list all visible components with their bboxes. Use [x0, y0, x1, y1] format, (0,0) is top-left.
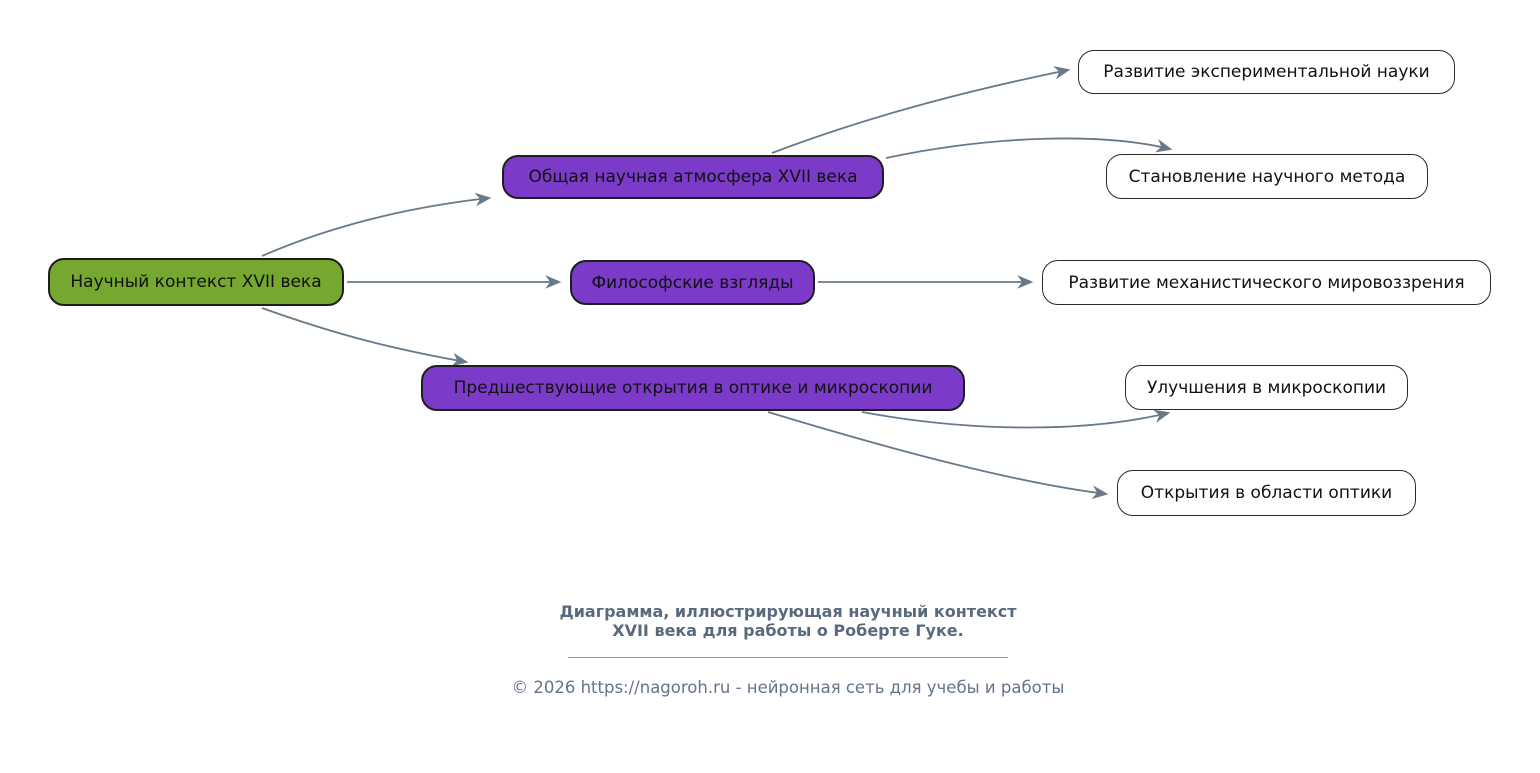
node-branch-atmosphere [502, 155, 884, 199]
node-branch-philosophy [570, 260, 815, 305]
node-label: Улучшения в микроскопии [1146, 377, 1387, 398]
caption-line-2: XVII века для работы о Роберте Гуке. [612, 621, 964, 640]
node-root-scientific-context [48, 258, 344, 306]
edge-discoveries-to-microscopy [862, 412, 1168, 428]
node-label: Философские взгляды [591, 272, 794, 293]
node-label: Развитие механистического мировоззрения [1068, 272, 1465, 293]
edge-root-to-atmosphere [262, 198, 489, 256]
node-label: Научный контекст XVII века [70, 272, 322, 292]
node-label: Становление научного метода [1128, 166, 1406, 187]
node-leaf-microscopy-improvements [1125, 365, 1408, 410]
node-leaf-optics-discoveries [1117, 470, 1416, 516]
edge-discoveries-to-optics [768, 412, 1106, 494]
node-label: Общая научная атмосфера XVII века [528, 167, 858, 187]
caption-line-1: Диаграмма, иллюстрирующая научный контекст [559, 602, 1017, 621]
node-leaf-mechanistic-worldview [1042, 260, 1491, 305]
node-label: Предшествующие открытия в оптике и микроскопии [453, 378, 933, 398]
footer-credit: © 2026 https://nagoroh.ru - нейронная сеть для учебы и работы [511, 678, 1065, 697]
edge-root-to-discoveries [262, 308, 466, 362]
diagram-caption [388, 602, 1188, 640]
node-branch-discoveries [421, 365, 965, 411]
node-label: Развитие экспериментальной науки [1103, 62, 1430, 82]
node-leaf-experimental-science [1078, 50, 1455, 94]
caption-divider [568, 657, 1008, 658]
edge-atmosphere-to-experimental [772, 70, 1068, 153]
node-label: Открытия в области оптики [1140, 483, 1393, 503]
node-leaf-scientific-method [1106, 154, 1428, 199]
